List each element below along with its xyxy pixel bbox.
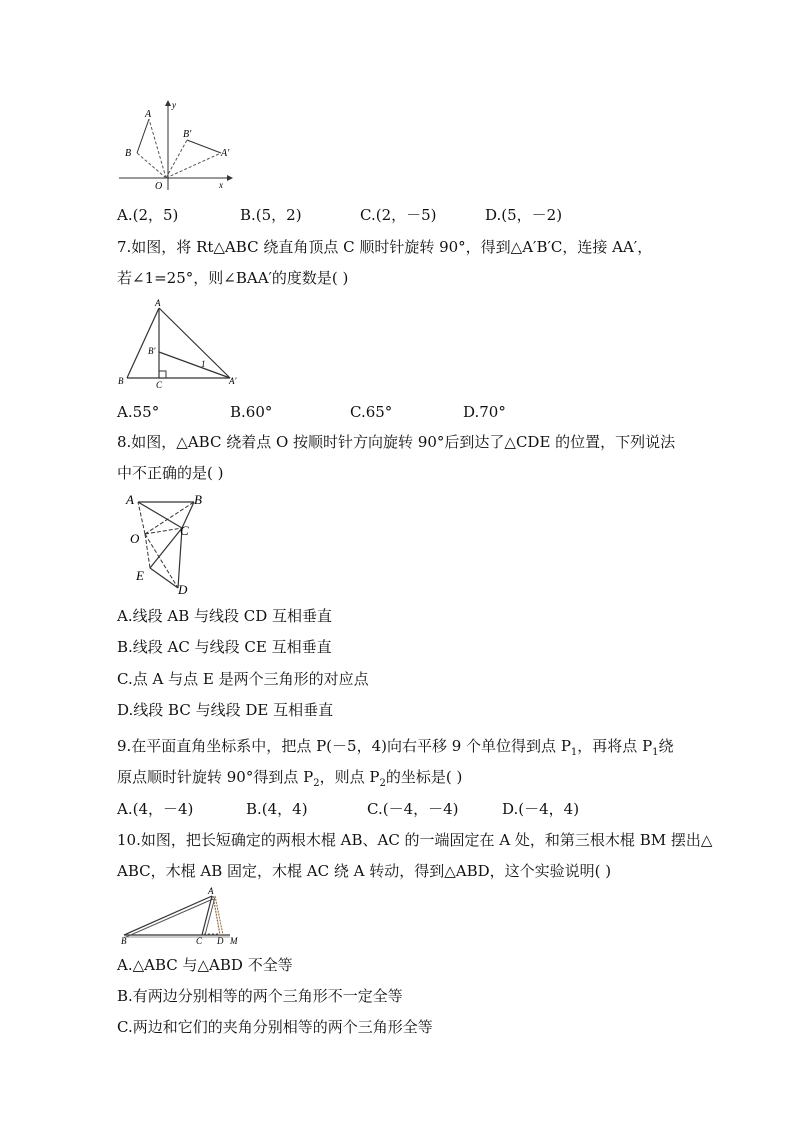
label-c: C [156, 380, 163, 390]
label-y: y [172, 100, 176, 110]
segment-a-prime-b-prime [187, 140, 221, 153]
label-b-prime: B' [183, 129, 192, 140]
q9-option-b: B.(4，4) [246, 800, 308, 818]
q7-figure [115, 298, 245, 390]
label-b-prime: B' [148, 346, 156, 356]
label-o: O [130, 531, 140, 546]
q10-figure [118, 886, 246, 946]
q7-option-a: A.55° [117, 403, 160, 421]
q8-stem-line2: 中不正确的是( ) [117, 464, 224, 482]
q10-stem-line2: ABC，木棍 AB 固定，木棍 AC 绕 A 转动，得到△ABD，这个实验说明( ) [117, 862, 612, 880]
label-a: A [155, 298, 161, 308]
q8-option-b: B.线段 AC 与线段 CE 互相垂直 [117, 638, 332, 656]
q9-stem-line1: 9.在平面直角坐标系中，把点 P(－5，4)向右平移 9 个单位得到点 $P_1$，再将点 $P_1$绕 [117, 737, 674, 758]
q10-stem-line1: 10.如图，把长短确定的两根木棍 AB、AC 的一端固定在 A 处，和第三根木棍 BM 摆出△ [117, 831, 713, 849]
q6-option-d: D.(5，－2) [485, 206, 563, 224]
label-a: A [208, 886, 214, 896]
q8-option-d: D.线段 BC 与线段 DE 互相垂直 [117, 701, 334, 719]
q8-rotation-diagram [120, 490, 215, 598]
label-c: C [196, 936, 203, 946]
label-b: B [125, 148, 132, 159]
q10-option-c: C.两边和它们的夹角分别相等的两个三角形全等 [117, 1018, 433, 1036]
label-m: M [230, 936, 238, 946]
q8-option-c: C.点 A 与点 E 是两个三角形的对应点 [117, 670, 369, 688]
label-b: B [194, 492, 202, 507]
label-origin: O [155, 181, 163, 192]
q9-option-c: C.(－4，－4) [367, 800, 459, 818]
q6-option-b: B.(5，2) [240, 206, 302, 224]
q7-option-b: B.60° [230, 403, 273, 421]
label-d: D [217, 936, 224, 946]
label-e: E [136, 568, 144, 583]
q7-stem-line2: 若∠1=25°，则∠BAA′的度数是( ) [117, 269, 349, 287]
q6-figure [115, 98, 235, 193]
q8-option-a: A.线段 AB 与线段 CD 互相垂直 [117, 607, 333, 625]
label-angle-1: 1 [201, 359, 206, 369]
label-a: A [145, 109, 152, 120]
label-a: A [126, 492, 134, 507]
q6-option-a: A.(2，5) [117, 206, 179, 224]
label-a-prime: A' [229, 376, 237, 386]
q7-triangle-diagram [115, 298, 245, 390]
q6-coordinate-diagram [115, 98, 235, 193]
q10-sticks-diagram [118, 886, 246, 946]
label-c: C [180, 523, 189, 538]
q7-stem-line1: 7.如图，将 Rt△ABC 绕直角顶点 C 顺时针旋转 90°，得到△A′B′C，连接 AA′， [117, 238, 653, 256]
label-b: B [121, 936, 127, 946]
label-d: D [178, 582, 188, 597]
q10-option-b: B.有两边分别相等的两个三角形不一定全等 [117, 987, 403, 1005]
q8-stem-line1: 8.如图，△ABC 绕着点 O 按顺时针方向旋转 90°后到达了△CDE 的位置，下列说法 [117, 433, 676, 451]
q10-option-a: A.△ABC 与△ABD 不全等 [117, 956, 293, 974]
label-a-prime: A' [221, 148, 230, 159]
label-x: x [219, 180, 223, 190]
q9-option-d: D.(－4，4) [502, 800, 580, 818]
q9-stem-line2: 原点顺时针旋转 90°得到点 $P_2$，则点 $P_2$的坐标是( ) [117, 768, 463, 789]
q7-option-c: C.65° [350, 403, 393, 421]
q7-option-d: D.70° [463, 403, 506, 421]
q8-figure [120, 490, 215, 598]
q9-option-a: A.(4，－4) [117, 800, 194, 818]
label-b: B [118, 376, 124, 386]
segment-ab [137, 119, 149, 153]
q6-option-c: C.(2，－5) [360, 206, 437, 224]
